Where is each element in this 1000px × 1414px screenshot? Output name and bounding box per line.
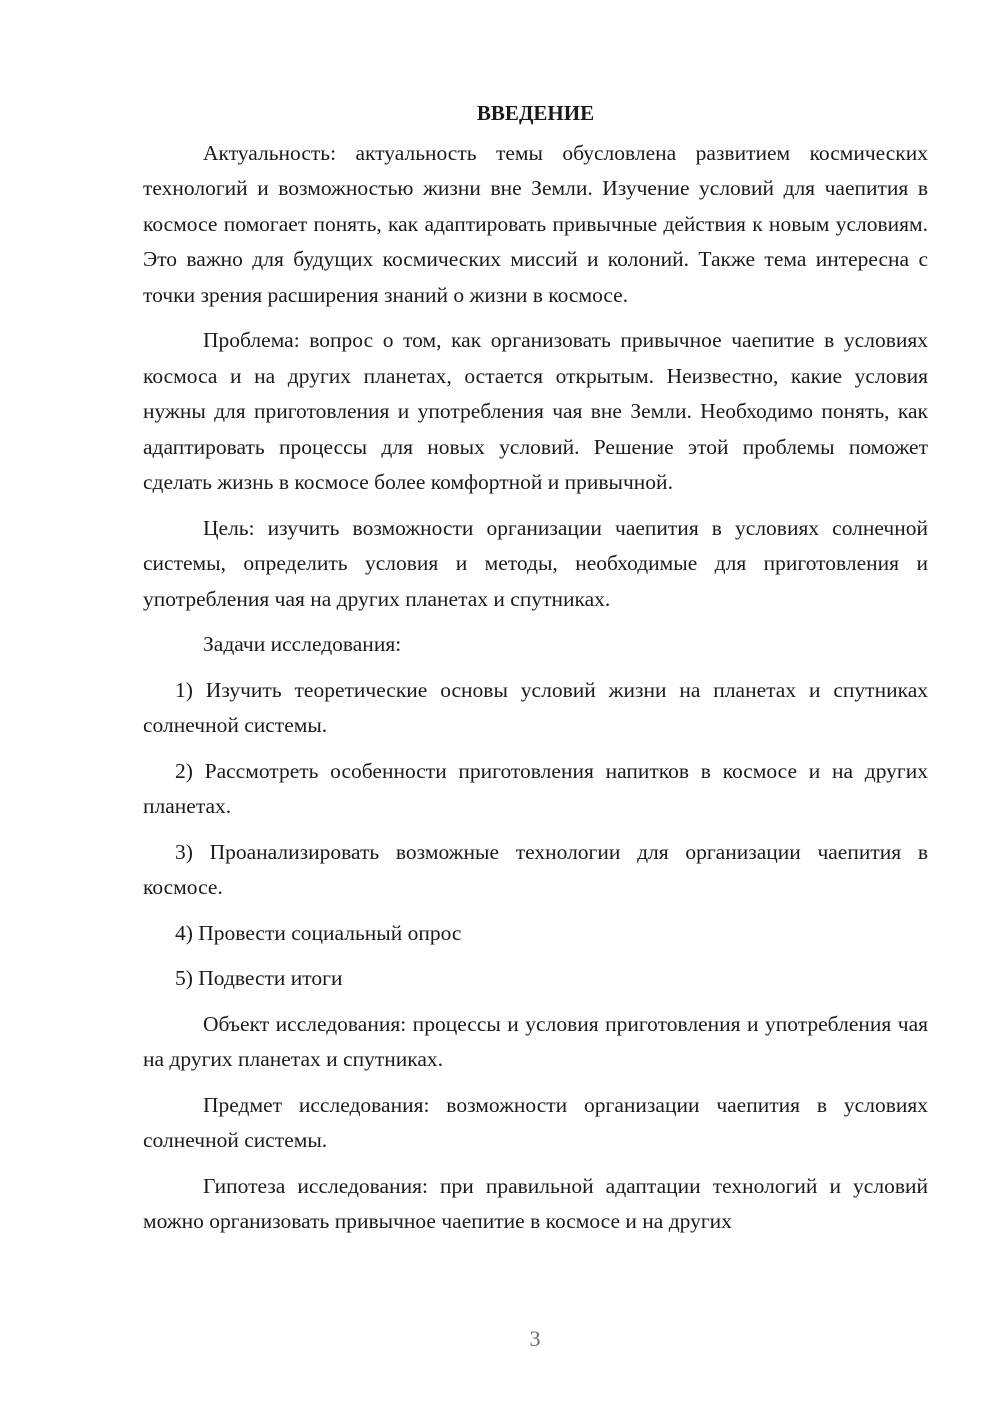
object-paragraph: Объект исследования: процессы и условия приготовления и употребления чая на других планетах и спутниках.: [143, 1011, 928, 1071]
subject-paragraph: Предмет исследования: возможности организации чаепития в условиях солнечной системы.: [143, 1092, 928, 1152]
page-number: 3: [529, 1326, 541, 1351]
task-item-4: 4) Провести социальный опрос: [175, 920, 462, 945]
relevance-paragraph: Актуальность: актуальность темы обусловлена развитием космических технологий и возможностью жизни вне Земли. Изучение условий для чаепития в космосе помогает понять, как адаптировать привычные действия к новым условиям. Это важно для будущих космических миссий и колоний. Также тема интересна с точки зрения расширения знаний о жизни в космосе.: [143, 140, 928, 307]
page-content: [143, 96, 928, 1240]
task-item-3: 3) Проанализировать возможные технологии для организации чаепития в космосе.: [143, 839, 928, 899]
tasks-heading: Задачи исследования:: [203, 632, 402, 656]
hypothesis-paragraph: Гипотеза исследования: при правильной адаптации технологий и условий можно организовать привычное чаепитие в космосе и на других: [143, 1173, 928, 1233]
section-title: ВВЕДЕНИЕ: [476, 101, 595, 125]
goal-paragraph: Цель: изучить возможности организации чаепития в условиях солнечной системы, определить условия и методы, необходимые для приготовления и употребления чая на других планетах и спутниках.: [143, 515, 928, 611]
task-item-1: 1) Изучить теоретические основы условий жизни на планетах и спутниках солнечной системы.: [143, 677, 928, 737]
task-item-2: 2) Рассмотреть особенности приготовления напитков в космосе и на других планетах.: [143, 758, 928, 818]
task-item-5: 5) Подвести итоги: [175, 966, 343, 990]
problem-paragraph: Проблема: вопрос о том, как организовать привычное чаепитие в условиях космоса и на других планетах, остается открытым. Неизвестно, какие условия нужны для приготовления и употребления чая вне Земли. Необходимо понять, как адаптировать процессы для новых условий. Решение этой проблемы поможет сделать жизнь в космосе более комфортной и привычной.: [143, 328, 928, 494]
